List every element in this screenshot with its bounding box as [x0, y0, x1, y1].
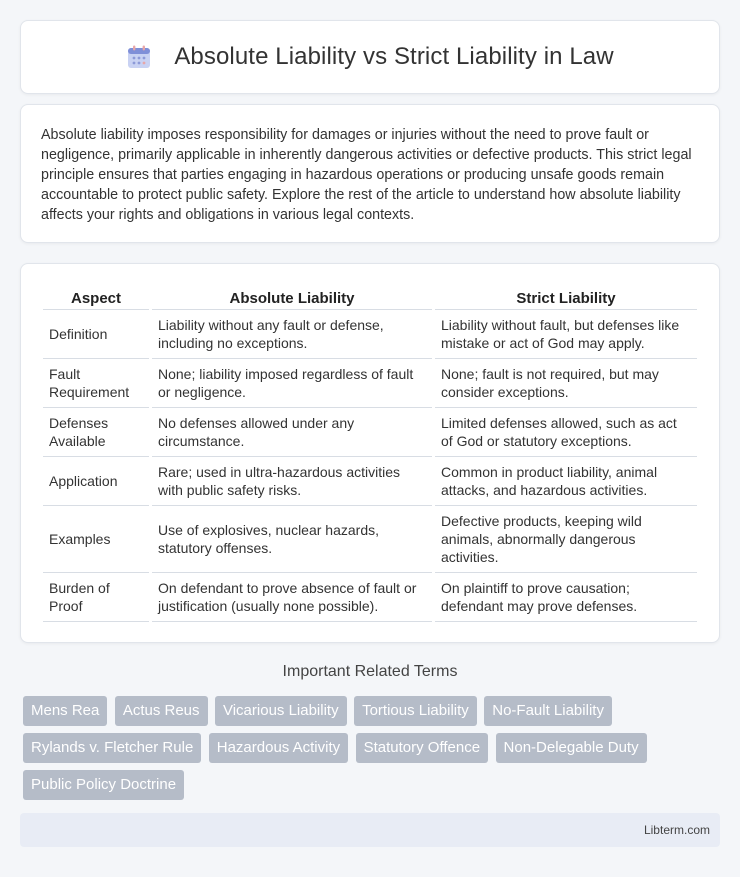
related-term-tag[interactable]: Hazardous Activity	[209, 733, 348, 763]
calendar-icon	[126, 44, 152, 70]
row-strict: None; fault is not required, but may consider exceptions.	[435, 359, 697, 408]
related-term-tag[interactable]: Statutory Offence	[356, 733, 488, 763]
related-term-tag[interactable]: Vicarious Liability	[215, 696, 347, 726]
row-strict: Defective products, keeping wild animals, abnormally dangerous activities.	[435, 506, 697, 573]
row-absolute: Use of explosives, nuclear hazards, statutory offenses.	[152, 506, 432, 573]
header-strict-liability: Strict Liability	[435, 282, 697, 310]
related-term-tag[interactable]: Tortious Liability	[354, 696, 477, 726]
row-absolute: On defendant to prove absence of fault or justification (usually none possible).	[152, 573, 432, 622]
header-aspect: Aspect	[43, 282, 149, 310]
row-absolute: Liability without any fault or defense, including no exceptions.	[152, 310, 432, 359]
intro-card	[20, 104, 720, 243]
related-term-tag[interactable]: Public Policy Doctrine	[23, 770, 184, 800]
related-term-tag[interactable]: Actus Reus	[115, 696, 208, 726]
row-aspect: Application	[43, 457, 149, 506]
footer-site-link[interactable]: Libterm.com	[643, 823, 710, 837]
row-absolute: No defenses allowed under any circumstance.	[152, 408, 432, 457]
table-row	[43, 573, 697, 622]
row-strict: Common in product liability, animal attacks, and hazardous activities.	[435, 457, 697, 506]
table-row	[43, 359, 697, 408]
related-term-tag[interactable]: Rylands v. Fletcher Rule	[23, 733, 201, 763]
row-aspect: Examples	[43, 506, 149, 573]
related-term-tag[interactable]: No-Fault Liability	[484, 696, 612, 726]
row-aspect: Burden of Proof	[43, 573, 149, 622]
row-strict: Limited defenses allowed, such as act of God or statutory exceptions.	[435, 408, 697, 457]
table-row	[43, 457, 697, 506]
related-term-tag[interactable]: Non-Delegable Duty	[496, 733, 647, 763]
row-absolute: None; liability imposed regardless of fault or negligence.	[152, 359, 432, 408]
row-aspect: Fault Requirement	[43, 359, 149, 408]
row-aspect: Definition	[43, 310, 149, 359]
row-aspect: Defenses Available	[43, 408, 149, 457]
row-strict: On plaintiff to prove causation; defendant may prove defenses.	[435, 573, 697, 622]
table-header-row	[43, 282, 697, 310]
related-term-tag[interactable]: Mens Rea	[23, 696, 107, 726]
row-strict: Liability without fault, but defenses like mistake or act of God may apply.	[435, 310, 697, 359]
row-absolute: Rare; used in ultra-hazardous activities with public safety risks.	[152, 457, 432, 506]
header-absolute-liability: Absolute Liability	[152, 282, 432, 310]
page-title: Absolute Liability vs Strict Liability in Law	[174, 43, 614, 70]
comparison-table-card	[20, 263, 720, 643]
table-row	[43, 506, 697, 573]
intro-text: Absolute liability imposes responsibility for damages or injuries without the need to prove fault or negligence, primarily applicable in inherently dangerous activities or defective products. This strict legal principle ensures that parties engaging in hazardous operations or producing unsafe goods remain accountable to protect public safety. Explore the rest of the article to understand how absolute liability affects your rights and obligations in various legal contexts.	[41, 127, 692, 223]
related-terms-title: Important Related Terms	[282, 663, 458, 680]
header-card	[20, 20, 720, 94]
table-row	[43, 310, 697, 359]
comparison-table	[40, 282, 700, 622]
footer	[20, 813, 720, 847]
table-row	[43, 408, 697, 457]
related-terms-list	[23, 696, 723, 807]
